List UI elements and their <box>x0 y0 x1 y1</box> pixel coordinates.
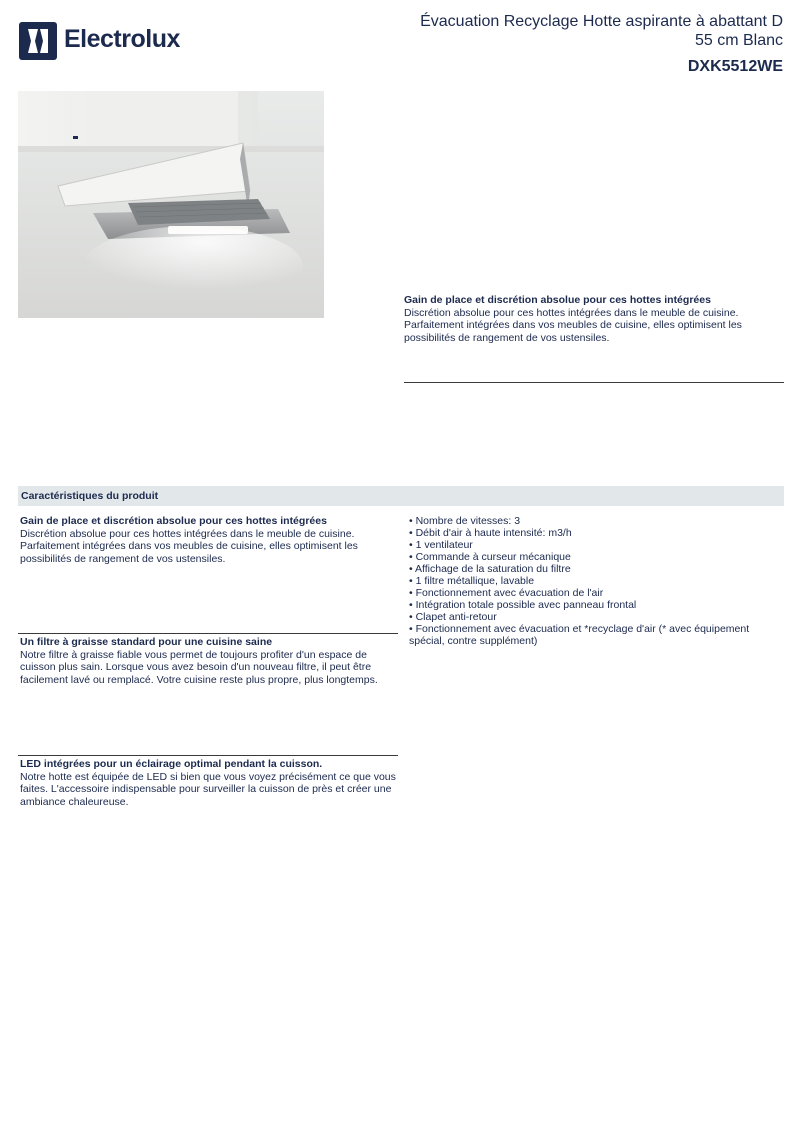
feature-body: Notre hotte est équipée de LED si bien que vous voyez précisément ce que vous faites. L'accessoire indispensable pour surveiller la cuisson de près et créer une ambiance chaleureuse. <box>20 770 396 808</box>
spec-item: • Débit d'air à haute intensité: m3/h <box>409 527 572 539</box>
spec-list <box>409 515 784 647</box>
divider <box>18 755 398 756</box>
spec-item: • Fonctionnement avec évacuation et *recyclage d'air (* avec équipement spécial, contre supplément) <box>409 623 750 647</box>
feature-body: Notre filtre à graisse fiable vous permet de toujours profiter d'un espace de cuisson plus sain. Lorsque vous avez besoin d'un nouveau filtre, il peut être facilement lavé ou remplacé. Votre cuisine reste plus propre, plus longtemps. <box>20 648 378 686</box>
feature-block <box>20 636 398 686</box>
divider <box>404 382 784 383</box>
spec-item: • Intégration totale possible avec panneau frontal <box>409 599 637 611</box>
feature-block <box>20 758 398 808</box>
electrolux-logo-icon <box>18 21 58 61</box>
spec-item: • 1 ventilateur <box>409 539 473 551</box>
feature-heading: Un filtre à graisse standard pour une cuisine saine <box>20 636 273 648</box>
model-number: DXK5512WE <box>687 58 783 75</box>
spec-item: • Fonctionnement avec évacuation de l'air <box>409 587 604 599</box>
feature-body: Discrétion absolue pour ces hottes intégrées dans le meuble de cuisine. Parfaitement intégrées dans vos meubles de cuisine, elles optimisent les possibilités de rangement de vos ustensiles. <box>20 527 358 565</box>
intro-heading: Gain de place et discrétion absolue pour ces hottes intégrées <box>404 294 711 306</box>
spec-item: • Commande à curseur mécanique <box>409 551 571 563</box>
range-hood-photo <box>18 91 324 318</box>
feature-block <box>20 515 398 565</box>
spec-item: • Affichage de la saturation du filtre <box>409 563 571 575</box>
divider <box>18 633 398 634</box>
section-title: Caractéristiques du produit <box>21 490 159 502</box>
spec-item: • Nombre de vitesses: 3 <box>409 515 521 527</box>
intro-body: Discrétion absolue pour ces hottes intégrées dans le meuble de cuisine. Parfaitement intégrées dans vos meubles de cuisine, elles optimisent les possibilités de rangement de vos ustensiles. <box>404 306 742 344</box>
feature-heading: LED intégrées pour un éclairage optimal pendant la cuisson. <box>20 758 323 770</box>
spec-item: • 1 filtre métallique, lavable <box>409 575 535 587</box>
feature-heading: Gain de place et discrétion absolue pour ces hottes intégrées <box>20 515 327 527</box>
intro-block <box>404 294 784 344</box>
spec-item: • Clapet anti-retour <box>409 611 497 623</box>
brand-name: Electrolux <box>64 25 180 53</box>
product-title: Évacuation Recyclage Hotte aspirante à abattant D 55 cm Blanc <box>420 13 783 49</box>
